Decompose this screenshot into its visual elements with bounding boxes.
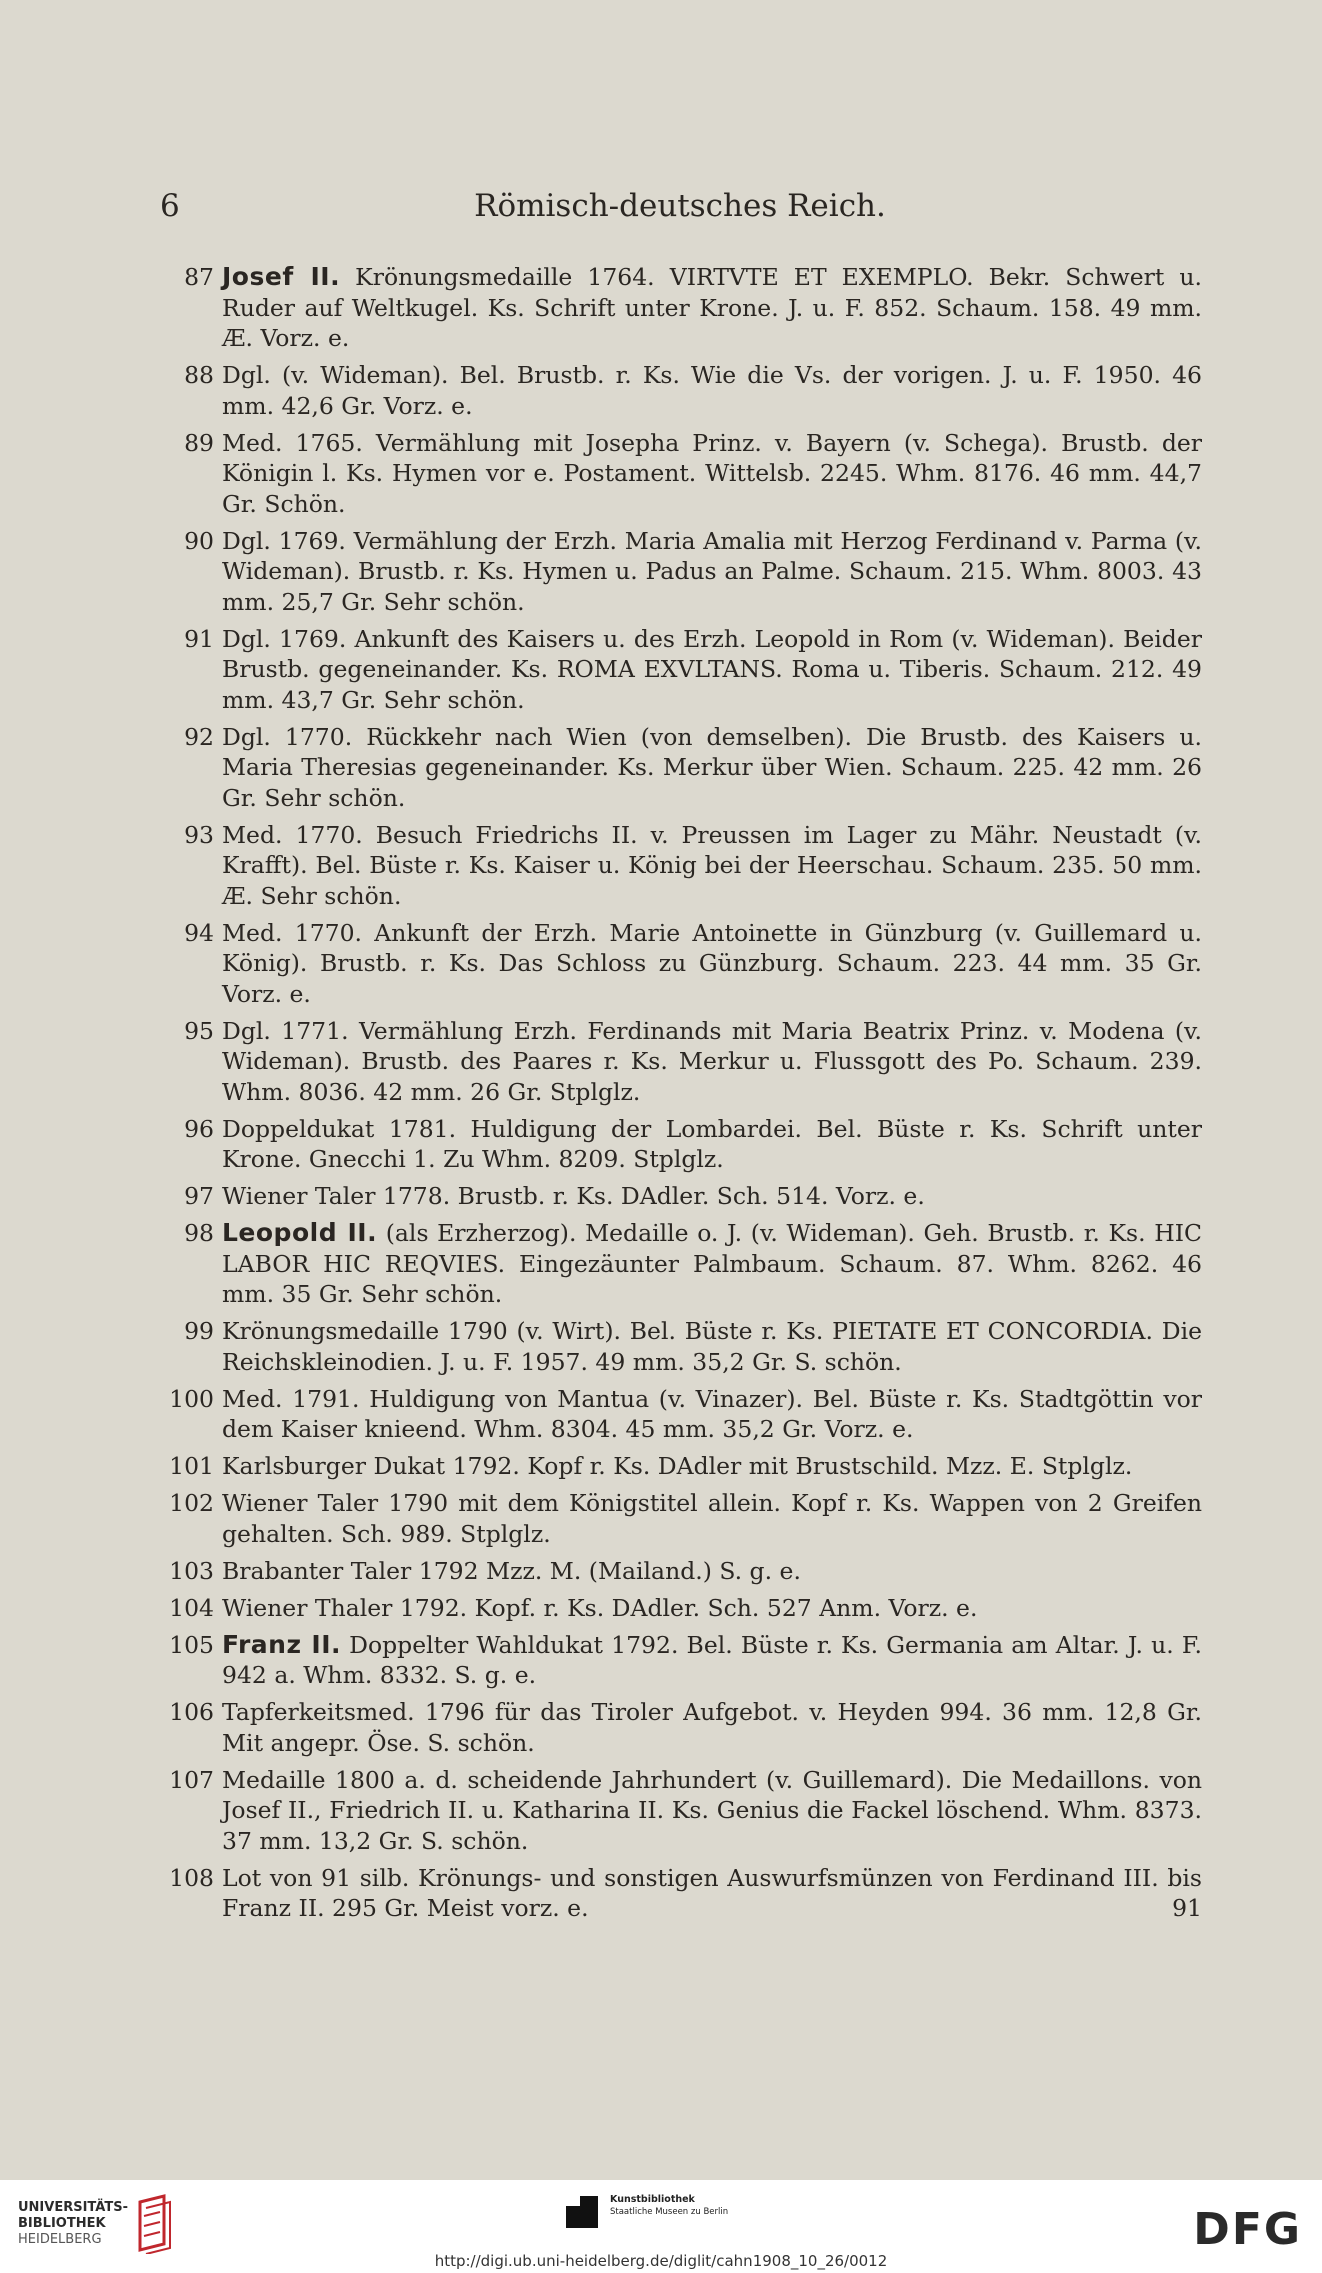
entry-text: Wiener Taler 1778. Brustb. r. Ks. DAdler. Sch. 514. Vorz. e. [222, 1182, 925, 1210]
entry-text: Dgl. 1770. Rückkehr nach Wien (von demselben). Die Brustb. des Kaisers u. Maria Theresias gegeneinander. Ks. Merkur über Wien. Schaum. 225. 42 mm. 26 Gr. Sehr schön. [222, 722, 1202, 812]
entry-number: 103 [169, 1556, 214, 1585]
ruler-name: Josef II. [222, 262, 341, 291]
entry-number: 94 [184, 918, 214, 947]
entry-number: 96 [184, 1114, 214, 1143]
entry-text: Med. 1791. Huldigung von Mantua (v. Vinazer). Bel. Büste r. Ks. Stadtgöttin vor dem Kaiser knieend. Whm. 8304. 45 mm. 35,2 Gr. Vorz. e. [222, 1384, 1202, 1443]
entry-number: 98 [184, 1219, 214, 1247]
catalogue-entry [160, 1556, 1202, 1587]
catalogue-entry [160, 1863, 1202, 1924]
university-library-logo[interactable] [18, 2194, 178, 2254]
catalogue-entry [160, 1630, 1202, 1691]
entry-number: 99 [184, 1317, 214, 1345]
entry-number: 108 [169, 1863, 214, 1892]
entry-number: 97 [184, 1182, 214, 1210]
ruler-name: Franz II. [222, 1629, 341, 1659]
catalogue-entry [160, 1181, 1202, 1212]
entry-number: 91 [184, 624, 214, 653]
entry-text: Dgl. 1769. Ankunft des Kaisers u. des Erzh. Leopold in Rom (v. Wideman). Beider Brustb. gegeneinander. Ks. ROMA EXVLTANS. Roma u. Tiberis. Schaum. 212. 49 mm. 43,7 Gr. Sehr schön. [222, 624, 1202, 714]
catalogue-entry [160, 1488, 1202, 1549]
university-seal-icon [134, 2194, 178, 2254]
catalogue-entry [160, 918, 1202, 1010]
entry-text: (als Erzherzog). Medaille o. J. (v. Wideman). Geh. Brustb. r. Ks. HIC LABOR HIC REQVIES. Eingezäunter Palmbaum. Schaum. 87. Whm. 8262. 46 mm. 35 Gr. Sehr schön. [222, 1219, 1202, 1308]
entry-count: 91 [1172, 1894, 1202, 1922]
entry-text: Med. 1765. Vermählung mit Josepha Prinz. v. Bayern (v. Schega). Brustb. der Königin l. Ks. Hymen vor e. Postament. Wittelsb. 2245. Whm. 8176. 46 mm. 44,7 Gr. Schön. [222, 428, 1202, 518]
catalogue-entry [160, 1697, 1202, 1758]
entry-number: 104 [169, 1593, 214, 1622]
entry-text: Doppeldukat 1781. Huldigung der Lombardei. Bel. Büste r. Ks. Schrift unter Krone. Gnecchi 1. Zu Whm. 8209. Stplglz. [222, 1114, 1202, 1173]
catalogue-entry [160, 428, 1202, 520]
catalogue-entry [160, 1316, 1202, 1377]
kunstbibliothek-logo[interactable] [564, 2194, 728, 2230]
footer-bar [0, 2180, 1322, 2273]
entry-number: 102 [169, 1489, 214, 1517]
entry-text: Brabanter Taler 1792 Mzz. M. (Mailand.) S. g. e. [222, 1556, 801, 1585]
catalogue-entry [160, 360, 1202, 421]
entry-number: 100 [169, 1384, 214, 1413]
running-title: Römisch-deutsches Reich. [474, 188, 886, 224]
entry-number: 88 [184, 361, 214, 389]
entry-number: 92 [184, 722, 214, 751]
source-url[interactable]: http://digi.ub.uni-heidelberg.de/diglit/cahn1908_10_26/0012 [434, 2252, 888, 2270]
catalogue-entry [160, 1451, 1202, 1482]
catalogue-entries [160, 262, 1202, 1930]
catalogue-entry [160, 1218, 1202, 1310]
page-header [160, 188, 1200, 238]
catalogue-entry [160, 1593, 1202, 1624]
entry-text: Wiener Thaler 1792. Kopf. r. Ks. DAdler. Sch. 527 Anm. Vorz. e. [222, 1593, 978, 1622]
catalogue-entry [160, 820, 1202, 912]
catalogue-entry [160, 262, 1202, 354]
university-library-wordmark: UNIVERSITÄTS- BIBLIOTHEK HEIDELBERG [18, 2200, 128, 2247]
entry-text: Dgl. 1769. Vermählung der Erzh. Maria Amalia mit Herzog Ferdinand v. Parma (v. Wideman). Brustb. r. Ks. Hymen u. Padus an Palme. Schaum. 215. Whm. 8003. 43 mm. 25,7 Gr. Sehr schön. [222, 526, 1202, 616]
catalogue-entry [160, 1765, 1202, 1857]
entry-text: Dgl. (v. Wideman). Bel. Brustb. r. Ks. Wie die Vs. der vorigen. J. u. F. 1950. 46 mm. 42,6 Gr. Vorz. e. [222, 361, 1202, 420]
entry-number: 95 [184, 1016, 214, 1045]
entry-number: 87 [184, 263, 214, 291]
entry-text: Dgl. 1771. Vermählung Erzh. Ferdinands mit Maria Beatrix Prinz. v. Modena (v. Wideman). Brustb. des Paares r. Ks. Merkur u. Flussgott des Po. Schaum. 239. Whm. 8036. 42 mm. 26 Gr. Stplglz. [222, 1016, 1202, 1106]
entry-text: Krönungsmedaille 1764. VIRTVTE ET EXEMPLO. Bekr. Schwert u. Ruder auf Weltkugel. Ks. Schrift unter Krone. J. u. F. 852. Schaum. 158. 49 mm. Æ. Vorz. e. [222, 263, 1202, 352]
entry-text: Doppelter Wahldukat 1792. Bel. Büste r. Ks. Germania am Altar. J. u. F. 942 a. Whm. 8332. S. g. e. [222, 1630, 1202, 1689]
entry-text: Med. 1770. Besuch Friedrichs II. v. Preussen im Lager zu Mähr. Neustadt (v. Krafft). Bel. Büste r. Ks. Kaiser u. König bei der Heerschau. Schaum. 235. 50 mm. Æ. Sehr schön. [222, 820, 1202, 910]
catalogue-entry [160, 722, 1202, 814]
entry-number: 93 [184, 820, 214, 849]
catalogue-entry [160, 1114, 1202, 1175]
entry-text: Karlsburger Dukat 1792. Kopf r. Ks. DAdler mit Brustschild. Mzz. E. Stplglz. [222, 1452, 1133, 1480]
entry-text: Med. 1770. Ankunft der Erzh. Marie Antoinette in Günzburg (v. Guillemard u. König). Brustb. r. Ks. Das Schloss zu Günzburg. Schaum. 223. 44 mm. 35 Gr. Vorz. e. [222, 918, 1202, 1008]
page-number: 6 [160, 188, 180, 224]
entry-number: 107 [169, 1765, 214, 1794]
ruler-name: Leopold II. [222, 1218, 378, 1247]
entry-text: Wiener Taler 1790 mit dem Königstitel allein. Kopf r. Ks. Wappen von 2 Greifen gehalten. Sch. 989. Stplglz. [222, 1489, 1202, 1548]
entry-text: Tapferkeitsmed. 1796 für das Tiroler Aufgebot. v. Heyden 994. 36 mm. 12,8 Gr. Mit angepr. Öse. S. schön. [222, 1698, 1202, 1757]
entry-number: 90 [184, 526, 214, 555]
entry-number: 101 [169, 1452, 214, 1480]
catalogue-entry [160, 526, 1202, 618]
dfg-logo[interactable]: DFG [1193, 2204, 1302, 2255]
catalogue-entry [160, 1384, 1202, 1445]
entry-number: 106 [169, 1698, 214, 1726]
kunstbibliothek-icon [564, 2194, 600, 2230]
entry-text: Lot von 91 silb. Krönungs- und sonstigen Auswurfsmünzen von Ferdinand III. bis Franz II. 295 Gr. Meist vorz. e. [222, 1863, 1202, 1922]
entry-text: Krönungsmedaille 1790 (v. Wirt). Bel. Büste r. Ks. PIETATE ET CONCORDIA. Die Reichskleinodien. J. u. F. 1957. 49 mm. 35,2 Gr. S. schön. [222, 1317, 1202, 1376]
entry-number: 105 [169, 1630, 214, 1659]
entry-text: Medaille 1800 a. d. scheidende Jahrhundert (v. Guillemard). Die Medaillons. von Josef II., Friedrich II. u. Katharina II. Ks. Genius die Fackel löschend. Whm. 8373. 37 mm. 13,2 Gr. S. schön. [222, 1765, 1202, 1855]
kunstbibliothek-wordmark: Kunstbibliothek Staatliche Museen zu Berlin [610, 2194, 729, 2217]
entry-number: 89 [184, 428, 214, 457]
catalogue-entry [160, 624, 1202, 716]
catalogue-entry [160, 1016, 1202, 1108]
